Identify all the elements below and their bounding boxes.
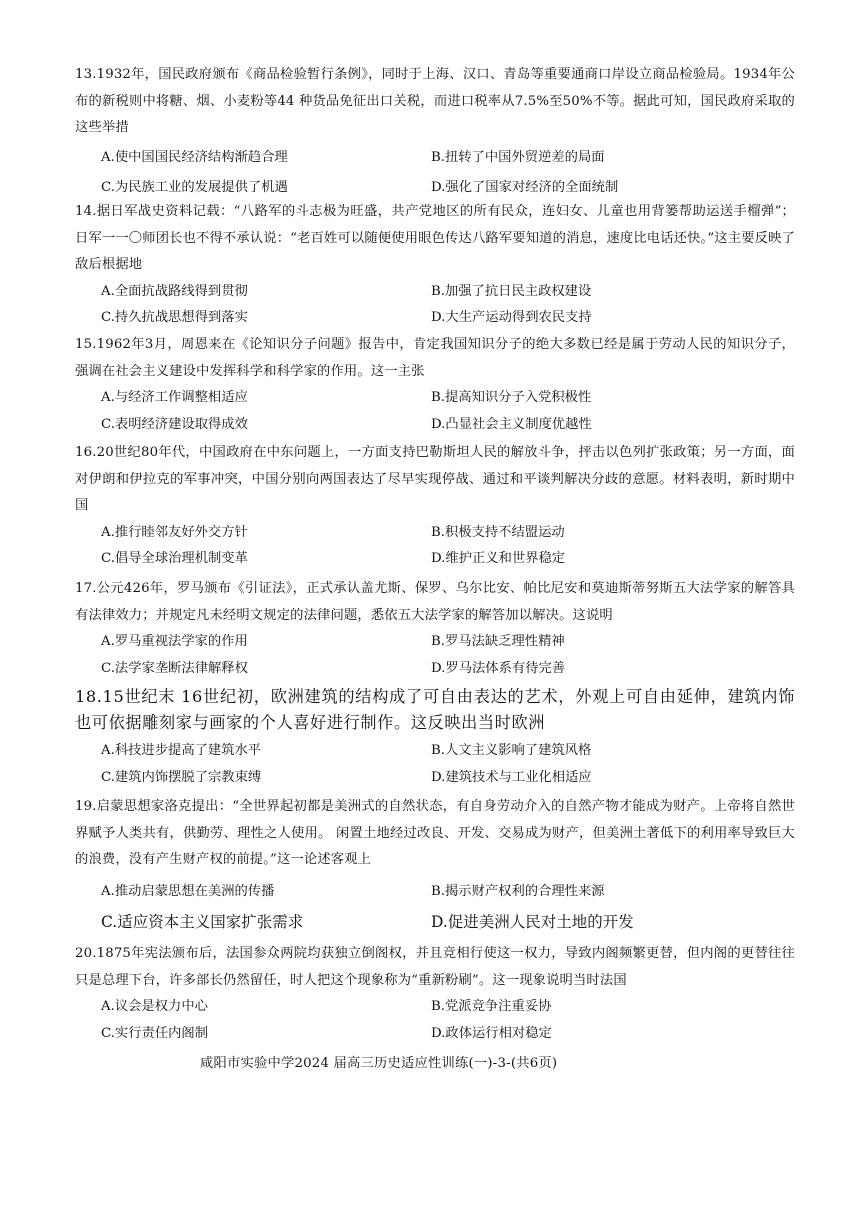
question-stem: 14.据日军战史资料记载：“八路军的斗志极为旺盛，共产党地区的所有民众，连妇女、儿童也用背篓帮助运送手榴弹”；日军一一〇师团长也不得不承认说：“老百姓可以随便使用眼色传达八路军要知道的消息，速度比电话还快。”这主要反映了敌后根据地 <box>75 204 795 272</box>
options <box>101 145 795 202</box>
option-a[interactable]: A.全面抗战路线得到贯彻 <box>101 283 248 299</box>
option-b[interactable]: B.罗马法缺乏理性精神 <box>431 634 565 649</box>
option-c[interactable]: C.倡导全球治理机制变革 <box>101 551 248 566</box>
option-a[interactable]: A.与经济工作调整相适应 <box>101 390 248 405</box>
question-14 <box>75 199 795 332</box>
option-c[interactable]: C.持久抗战思想得到落实 <box>101 310 248 325</box>
option-c[interactable]: C.表明经济建设取得成效 <box>101 416 248 432</box>
question-15 <box>75 332 795 438</box>
page-footer: 咸阳市实验中学2024 届高三历史适应性训练(一)-3-(共6页) <box>200 1056 558 1071</box>
option-a[interactable]: A.罗马重视法学家的作用 <box>101 634 248 649</box>
question-19 <box>75 794 795 936</box>
option-b[interactable]: B.加强了抗日民主政权建设 <box>431 283 592 299</box>
option-c[interactable]: C.法学家垄断法律解释权 <box>101 660 248 676</box>
option-d[interactable]: D.大生产运动得到农民支持 <box>431 310 592 325</box>
options <box>101 279 795 332</box>
option-a[interactable]: A.使中国国民经济结构渐趋合理 <box>101 149 288 165</box>
question-13 <box>75 62 795 202</box>
options <box>101 738 795 791</box>
question-stem: 20.1875年宪法颁布后，法国参众两院均获独立倒阁权，并且竞相行使这一权力，导致内阁频繁更替，但内阁的更替往往只是总理下台，许多部长仍然留任，时人把这个现象称为“重新粉刷”。这一现象说明当时法国 <box>75 946 795 988</box>
option-b[interactable]: B.揭示财产权利的合理性来源 <box>431 883 605 899</box>
option-a[interactable]: A.推行睦邻友好外交方针 <box>101 524 248 540</box>
option-b[interactable]: B.积极支持不结盟运动 <box>431 524 565 540</box>
option-a[interactable]: A.议会是权力中心 <box>101 999 208 1014</box>
option-c[interactable]: C.适应资本主义国家扩张需求 <box>101 913 304 931</box>
option-d[interactable]: D.促进美洲人民对土地的开发 <box>431 913 634 931</box>
option-a[interactable]: A.科技进步提高了建筑水平 <box>101 743 262 758</box>
question-stem: 18.15世纪末 16世纪初，欧洲建筑的结构成了可自由表达的艺术，外观上可自由延伸，建筑内饰也可依据雕刻家与画家的个人喜好进行制作。这反映出当时欧洲 <box>75 687 795 732</box>
question-18 <box>75 684 795 791</box>
options <box>101 629 795 682</box>
option-d[interactable]: D.维护正义和世界稳定 <box>431 551 566 566</box>
question-stem: 17.公元426年，罗马颁布《引证法》，正式承认盖尤斯、保罗、乌尔比安、帕比尼安和莫迪斯蒂努斯五大法学家的解答具有法律效力；并规定凡未经明文规定的法律问题，悉依五大法学家的解答加以解决。这说明 <box>75 581 795 623</box>
option-a[interactable]: A.推动启蒙思想在美洲的传播 <box>101 883 275 899</box>
options <box>101 520 795 573</box>
question-stem: 15.1962年3月，周恩来在《论知识分子问题》报告中，肯定我国知识分子的绝大多数已经是属于劳动人民的知识分子，强调在社会主义建设中发挥科学和科学家的作用。这一主张 <box>75 337 795 379</box>
option-c[interactable]: C.建筑内饰摆脱了宗教束缚 <box>101 769 262 785</box>
option-d[interactable]: D.强化了国家对经济的全面统制 <box>431 180 619 195</box>
option-c[interactable]: C.实行责任内阁制 <box>101 1025 209 1041</box>
options <box>101 879 795 936</box>
question-stem: 19.启蒙思想家洛克提出：“全世界起初都是美洲式的自然状态，有自身劳动介入的自然产物才能成为财产。上帝将自然世界赋予人类共有，供勤劳、理性之人使用。 闲置土地经过改良、开发、交易成为财产，但美洲土著低下的利用率导致巨大的浪费，没有产生财产权的前提。”这一论述客观上 <box>75 799 795 867</box>
option-d[interactable]: D.建筑技术与工业化相适应 <box>431 769 592 785</box>
question-16 <box>75 440 795 573</box>
question-17 <box>75 576 795 682</box>
option-d[interactable]: D.罗马法体系有待完善 <box>431 660 566 676</box>
option-d[interactable]: D.政体运行相对稳定 <box>431 1025 552 1041</box>
question-stem: 16.20世纪80年代，中国政府在中东问题上，一方面支持巴勒斯坦人民的解放斗争，抨击以色列扩张政策；另一方面，面对伊朗和伊拉克的军事冲突，中国分别向两国表达了尽早实现停战、通过和平谈判解决分歧的意愿。材料表明，新时期中国 <box>75 445 795 513</box>
option-d[interactable]: D.凸显社会主义制度优越性 <box>431 416 592 432</box>
option-b[interactable]: B.提高知识分子入党积极性 <box>431 390 592 405</box>
options <box>101 994 795 1047</box>
option-b[interactable]: B.人文主义影响了建筑风格 <box>431 743 592 758</box>
question-stem: 13.1932年，国民政府颁布《商品检验暂行条例》，同时于上海、汉口、青岛等重要通商口岸设立商品检验局。1934年公布的新税则中将糖、烟、小麦粉等44 种货品免征出口关税，而进口税率从7.5%至50%不等。据此可知，国民政府采取的这些举措 <box>75 67 795 135</box>
option-b[interactable]: B.扭转了中国外贸逆差的局面 <box>431 149 605 165</box>
option-b[interactable]: B.党派竞争注重妥协 <box>431 999 552 1014</box>
option-c[interactable]: C.为民族工业的发展提供了机遇 <box>101 180 288 195</box>
options <box>101 385 795 438</box>
question-20 <box>75 941 795 1047</box>
